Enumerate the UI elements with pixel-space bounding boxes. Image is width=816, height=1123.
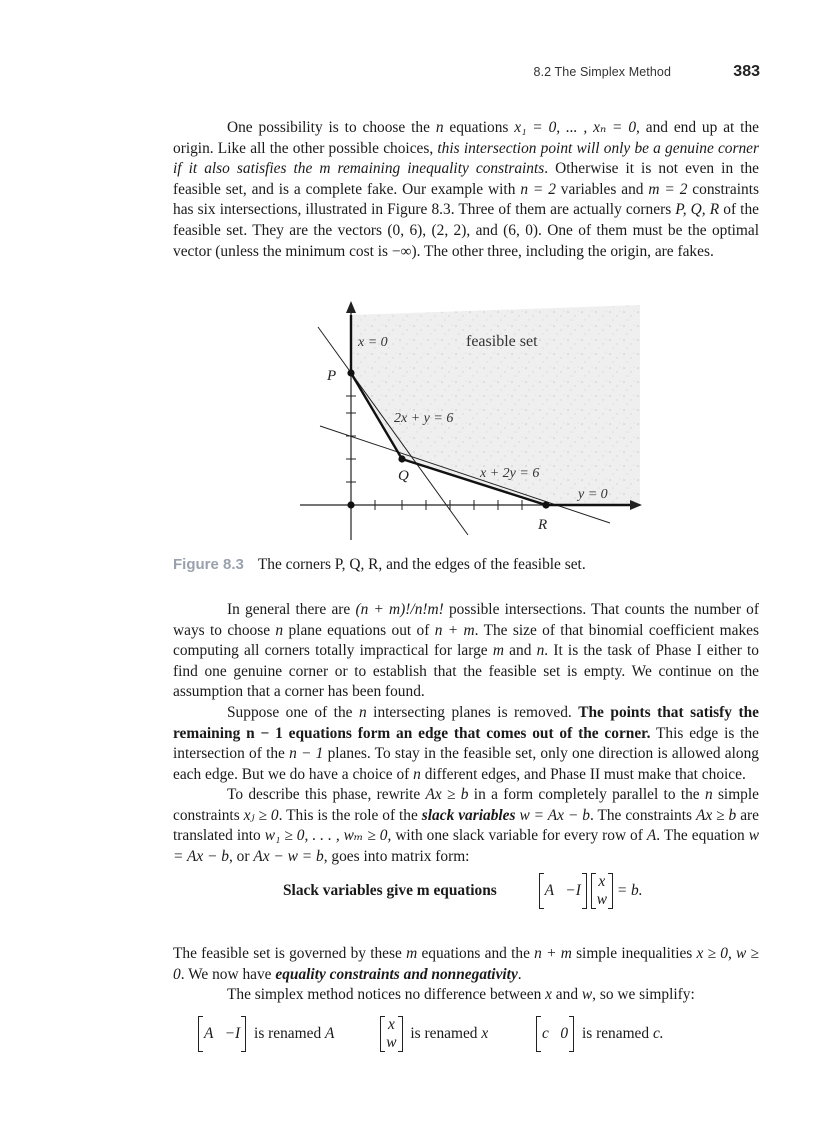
header-page-number: 383 (733, 63, 760, 80)
label-R: R (538, 517, 548, 533)
paragraph-5: The feasible set is governed by these m equations and the n + m simple inequalities x ≥ 0, w ≥ 0. We now have equality constraints and nonnegativity. (173, 945, 760, 983)
renamed-text-2: is renamed (410, 1025, 482, 1042)
slack-variables-equation (283, 873, 643, 909)
label-P: P (327, 368, 337, 384)
vector-c-0: c 0 (536, 1016, 574, 1052)
label-feasible-set: feasible set (466, 333, 538, 350)
paragraph-2: In general there are (n + m)!/n!m! possible intersections. That counts the number of ways to choose n plane equations out of n + m. The size of that binomial coefficient makes computing all corners totally impractical for large m and n. It is the task of Phase I either to find one genuine corner or to establish that the feasible set is empty. We continue on the assumption that a corner has been found. (173, 601, 760, 701)
paragraph-4: To describe this phase, rewrite Ax ≥ b in a form completely parallel to the n simple constraints xⱼ ≥ 0. This is the role of the slack variables w = Ax − b. The constraints Ax ≥ b are translated into w₁ ≥ 0, . . . , wₘ ≥ 0, with one slack variable for every row of A. The equation w = Ax − b, or Ax − w = b, goes into matrix form: (173, 786, 760, 865)
paragraph-6: The simplex method notices no difference between x and w, so we simplify: (227, 986, 695, 1003)
renamed-x: x (481, 1025, 489, 1042)
renamed-text-1: is renamed (254, 1025, 325, 1042)
corner-R (542, 501, 549, 508)
figure-caption (173, 556, 586, 574)
label-y-eq-0: y = 0 (578, 487, 608, 502)
caption-label: Figure 8.3 (173, 556, 244, 573)
matrix-A-minus-I-2: A −I (198, 1016, 246, 1052)
header-section-title: 8.2 The Simplex Method (533, 65, 671, 79)
vector-x-w: x w (591, 873, 613, 909)
renamed-c: c. (652, 1025, 664, 1042)
label-2x-plus-y-eq-6: 2x + y = 6 (394, 411, 454, 426)
label-x-plus-2y-eq-6: x + 2y = 6 (480, 466, 540, 481)
display-1-label: Slack variables give m equations (283, 882, 497, 899)
caption-text: The corners P, Q, R, and the edges of the feasible set. (257, 556, 586, 573)
renamed-A: A (325, 1025, 335, 1042)
vector-x-w-2: x w (380, 1016, 402, 1052)
running-header (0, 64, 816, 84)
origin-point (347, 501, 354, 508)
renamed-text-3: is renamed (581, 1025, 653, 1042)
matrix-A-minus-I: A −I (539, 873, 587, 909)
figure-8-3 (300, 295, 650, 545)
renaming-display (198, 1016, 758, 1052)
display-1-rhs: = b. (616, 882, 643, 899)
label-Q: Q (398, 468, 409, 484)
y-axis-arrow-icon (346, 301, 356, 313)
paragraph-1: One possibility is to choose the n equations x₁ = 0, ... , xₙ = 0, and end up at the origin. Like all the other possible choices, this intersection point will only be a genuine corner if it also satisfies the m remaining inequality constraints. Otherwise it is not even in the feasible set, and is a complete fake. Our example with n = 2 variables and m = 2 constraints has six intersections, illustrated in Figure 8.3. Three of them are actually corners P, Q, R of the feasible set. They are the vectors (0, 6), (2, 2), and (6, 0). One of them must be the optimal vector (unless the minimum cost is −∞). The other three, including the origin, are fakes. (173, 119, 759, 260)
corner-Q (398, 455, 405, 462)
corner-P (347, 369, 354, 376)
paragraph-3: Suppose one of the n intersecting planes is removed. The points that satisfy the remaining n − 1 equations form an edge that comes out of the corner. This edge is the intersection of the n − 1 planes. To stay in the feasible set, only one direction is allowed along each edge. But we do have a choice of n different edges, and Phase II must make that choice. (173, 704, 759, 783)
label-x-eq-0: x = 0 (358, 335, 388, 350)
